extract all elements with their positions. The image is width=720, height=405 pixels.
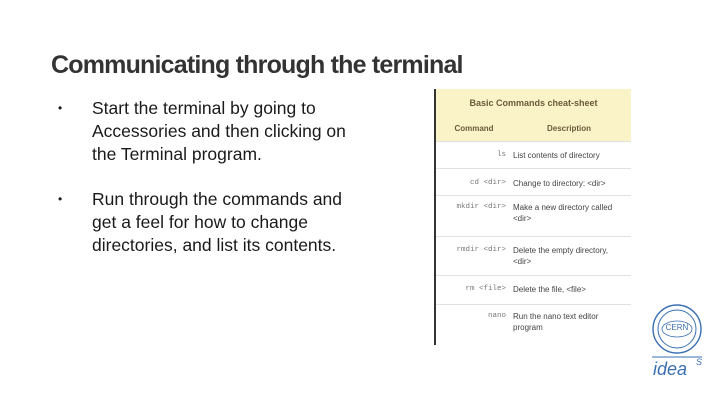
cheat-sheet-title: Basic Commands cheat-sheet [469, 98, 598, 108]
bullet-text: Start the terminal by going to Accessories and then clicking on the Terminal program. [92, 98, 346, 164]
description-cell: Make a new directory called <dir> [513, 203, 613, 223]
bullet-marker: • [58, 192, 63, 206]
ideas-wordmark: idea [653, 359, 688, 379]
command-cell: mkdir <dir> [456, 203, 506, 211]
table-row [436, 304, 631, 346]
description-cell: Change to directory: <dir> [513, 179, 606, 188]
bullet-marker: • [58, 101, 63, 115]
table-row [436, 236, 631, 275]
cern-seal-icon [653, 305, 701, 353]
slide-title: Communicating through the terminal [51, 51, 463, 79]
bullet-item [52, 188, 382, 257]
table-row [436, 195, 631, 236]
table-row [436, 275, 631, 304]
cheat-sheet-header [436, 89, 631, 141]
description-cell: Run the nano text editor program [513, 312, 599, 332]
column-header-description: Description [546, 124, 591, 133]
description-cell: Delete the file, <file> [513, 285, 586, 294]
cern-seal-text: CERN [665, 323, 689, 332]
cheat-sheet-table [434, 89, 631, 345]
cheat-sheet-rows [436, 141, 631, 346]
command-cell: rmdir <dir> [456, 246, 506, 254]
bullet-list [52, 97, 382, 257]
description-cell: List contents of directory [513, 151, 600, 160]
ideas-superscript: S [696, 357, 703, 367]
bullet-item [52, 97, 382, 166]
cern-ideas-logo [648, 303, 706, 383]
command-cell: cd <dir> [469, 179, 506, 187]
description-cell: Delete the empty directory, <dir> [513, 246, 609, 266]
command-cell: ls [496, 151, 506, 159]
table-row [436, 168, 631, 195]
column-header-command: Command [454, 124, 494, 133]
command-cell: rm <file> [465, 285, 506, 293]
table-row [436, 141, 631, 168]
bullet-text: Run through the commands and get a feel for how to change directories, and list its contents. [92, 189, 343, 255]
command-cell: nano [487, 312, 506, 320]
